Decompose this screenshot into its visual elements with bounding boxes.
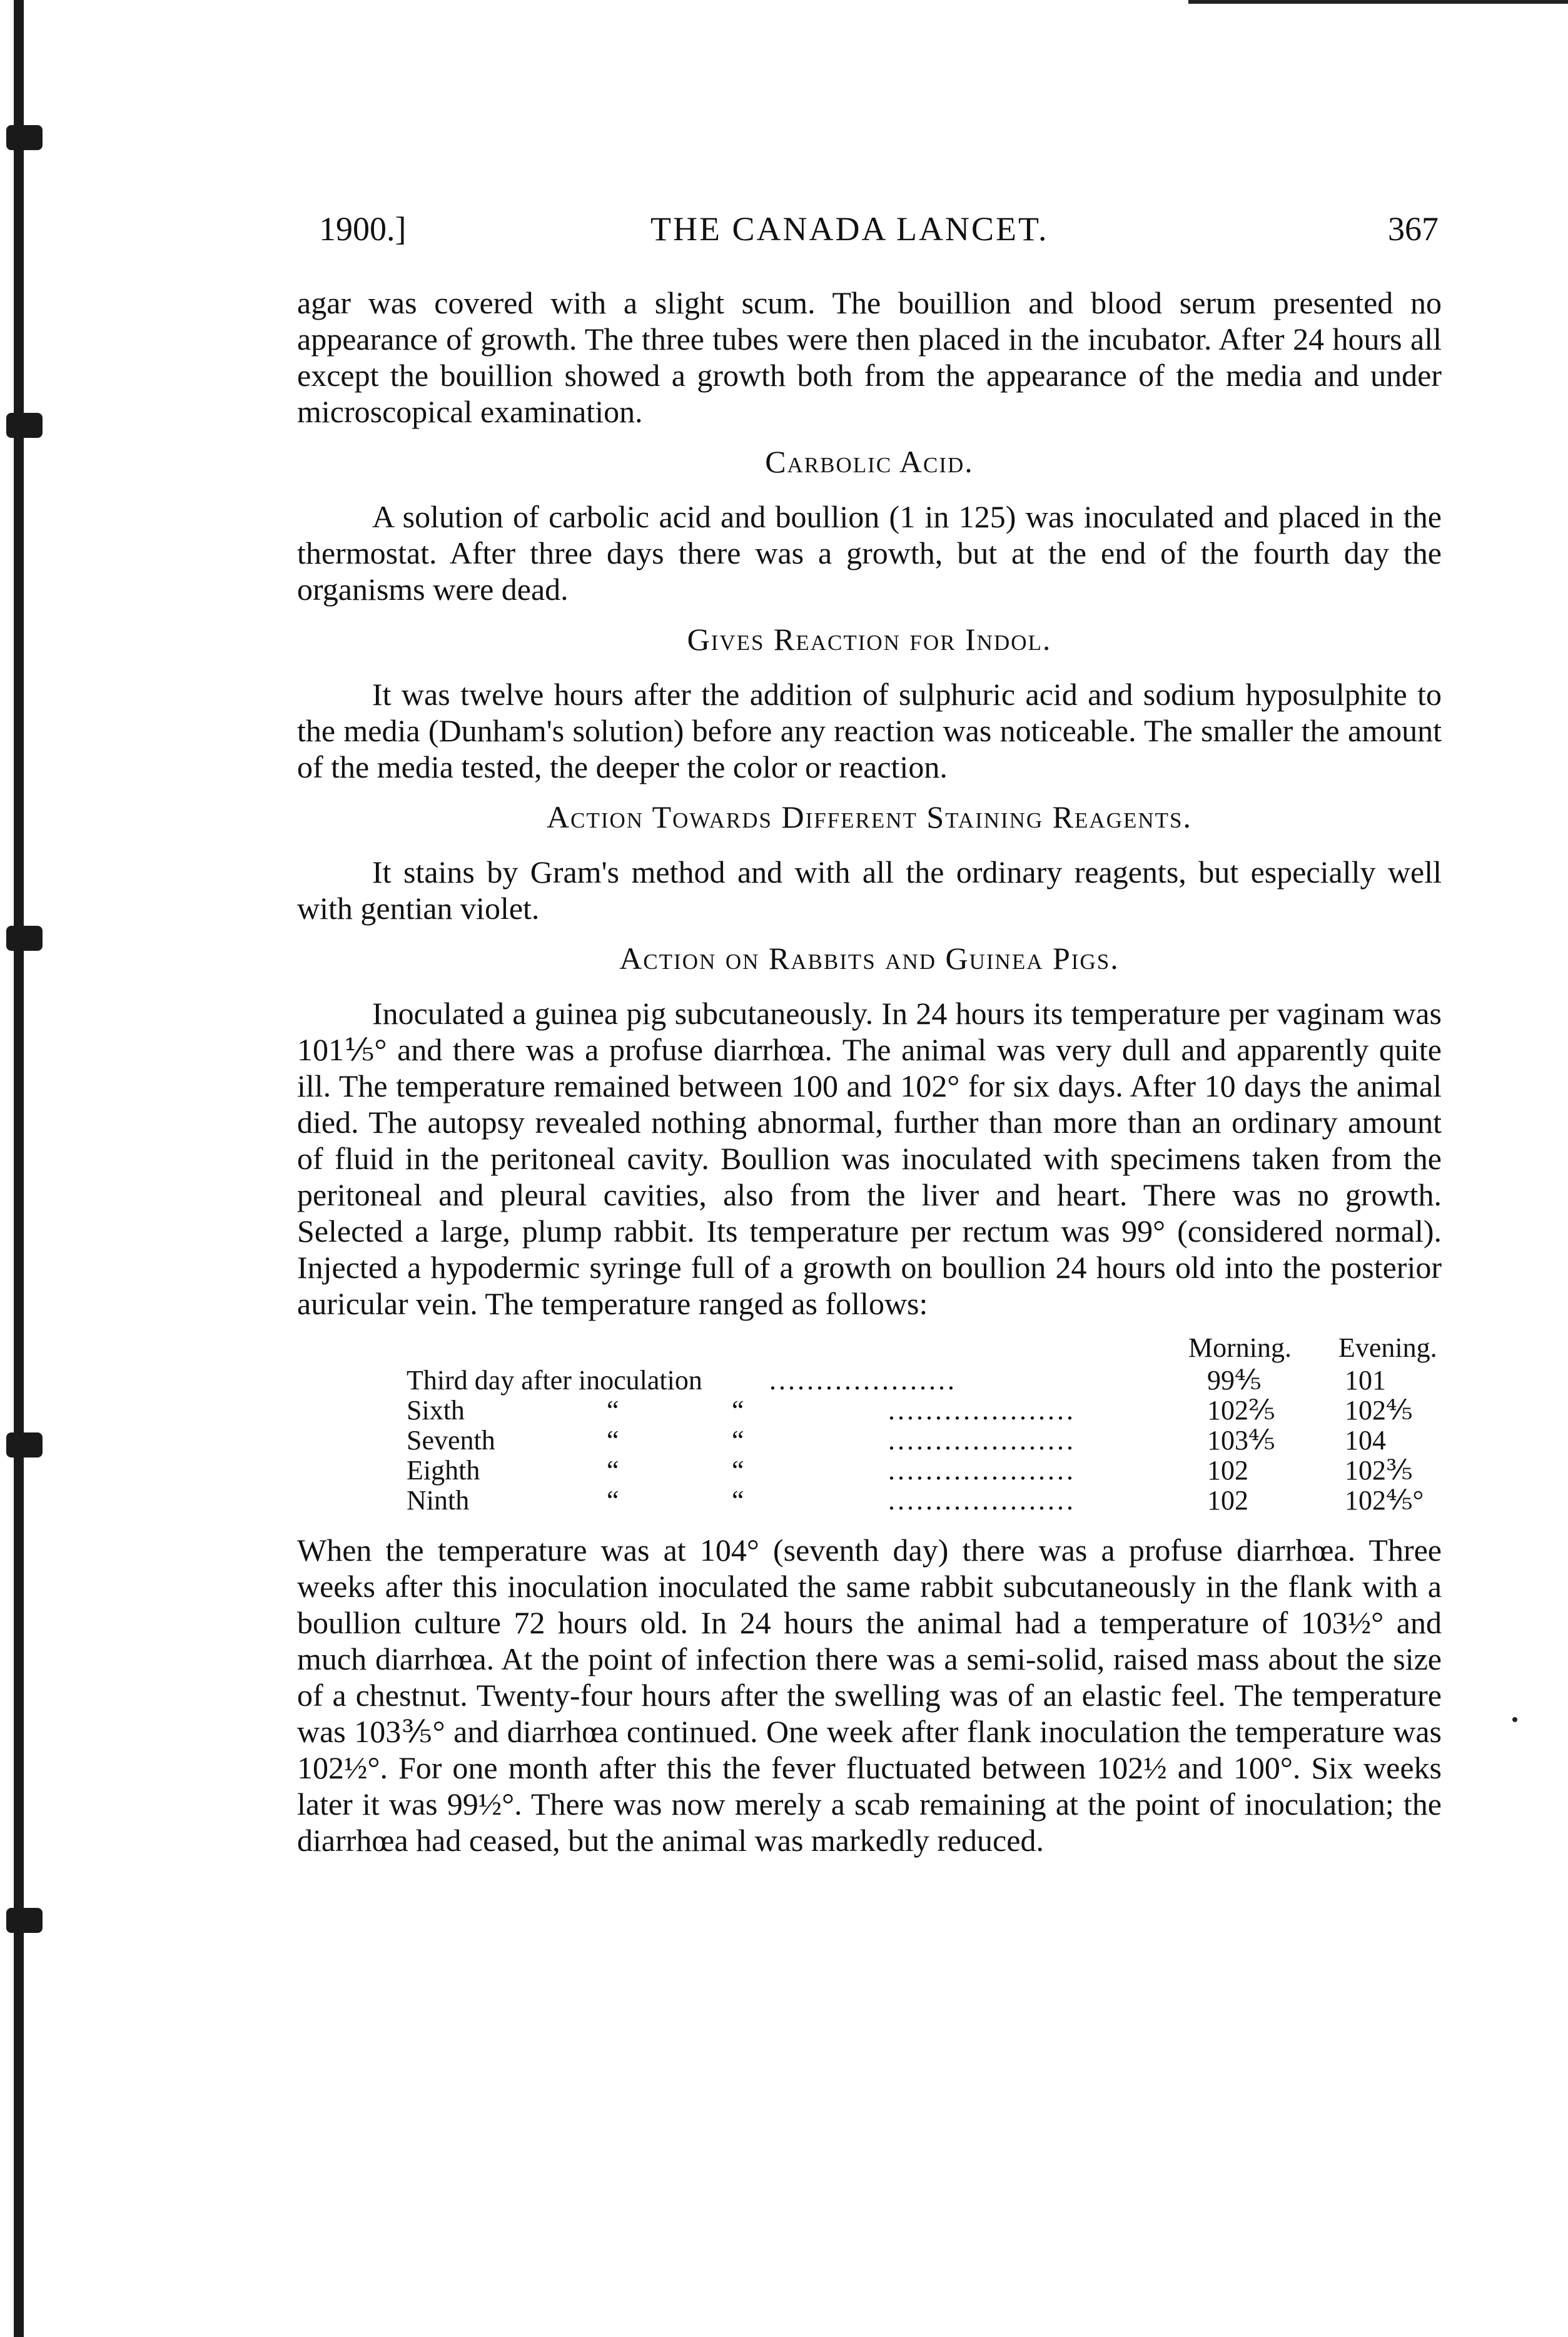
binding-clip xyxy=(6,1432,43,1457)
table-row xyxy=(407,1456,1470,1486)
row-label: Sixth xyxy=(407,1395,465,1426)
closing-paragraph: When the temperature was at 104° (seventh day) there was a profuse diarrhœa. Three weeks after this inoculation inoculated the same rabbit subcutaneously in the flank with a boullion culture 72 hours old. In 24 hours the animal had a temperature of 103½° and much diarrhœa. At the point of infection there was a semi-solid, raised mass about the size of a chestnut. Twenty-four hours after the swelling was of an elastic feel. The temperature was 103⅗° and diarrhœa continued. One week after flank inoculation the temperature was 102½°. For one month after this the fever fluctuated between 102½ and 100°. Six weeks later it was 99½°. There was now merely a scab remaining at the point of inoculation; the diarrhœa had ceased, but the animal was markedly reduced. xyxy=(297,1533,1442,1858)
section-heading-staining: Action Towards Different Staining Reagents. xyxy=(546,799,1192,834)
ditto-mark: “ xyxy=(732,1395,744,1426)
table-row xyxy=(407,1396,1470,1426)
section-heading-carbolic-acid: Carbolic Acid. xyxy=(765,444,974,479)
column-evening: Evening. xyxy=(1338,1332,1437,1363)
row-label: Third day after inoculation xyxy=(407,1365,702,1396)
morning-value: 102⅖ xyxy=(1207,1395,1275,1426)
section-text-indol: It was twelve hours after the addition of sulphuric acid and sodium hyposulphite to the media (Dunham's solution) before any reaction was noticeable. The smaller the amount of the media tested, the deeper the color or reaction. xyxy=(297,677,1442,784)
ditto-mark: “ xyxy=(732,1485,744,1516)
table-header xyxy=(407,1333,1470,1366)
dot-leader: .................... xyxy=(888,1455,1076,1486)
page-number: 367 xyxy=(1388,210,1439,248)
ditto-mark: “ xyxy=(607,1485,619,1516)
binding-clip xyxy=(6,926,43,951)
journal-title: THE CANADA LANCET. xyxy=(650,210,1049,248)
section-heading-rabbits-guinea-pigs: Action on Rabbits and Guinea Pigs. xyxy=(619,941,1120,976)
evening-value: 102⅘° xyxy=(1345,1485,1424,1516)
section-text-staining: It stains by Gram's method and with all the ordinary reagents, but especially well with gentian violet. xyxy=(297,854,1442,926)
ink-speck xyxy=(1512,1717,1517,1722)
morning-value: 99⅘ xyxy=(1207,1365,1262,1396)
evening-value: 104 xyxy=(1345,1425,1386,1456)
page-binding-edge xyxy=(0,0,44,2337)
dot-leader: .................... xyxy=(888,1425,1076,1456)
morning-value: 103⅘ xyxy=(1207,1425,1275,1456)
header-year: 1900.] xyxy=(319,210,407,248)
ditto-mark: “ xyxy=(732,1425,744,1456)
morning-value: 102 xyxy=(1207,1455,1248,1486)
section-heading-indol: Gives Reaction for Indol. xyxy=(687,622,1052,657)
article-body xyxy=(297,285,1442,1858)
row-label: Seventh xyxy=(407,1425,495,1456)
section-text-rabbits-guinea-pigs: Inoculated a guinea pig subcutaneously. In 24 hours its temperature per vaginam was 101⅕° and there was a profuse diarrhœa. The animal was very dull and apparently quite ill. The temperature remained between 100 and 102° for six days. After 10 days the animal died. The autopsy revealed nothing abnormal, further than more than an ordinary amount of fluid in the peritoneal cavity. Boullion was inoculated with specimens taken from the peritoneal and pleural cavities, also from the liver and heart. There was no growth. Selected a large, plump rabbit. Its temperature per rectum was 99° (considered normal). Injected a hypodermic syringe full of a growth on boullion 24 hours old into the posterior auricular vein. The temperature ranged as follows: xyxy=(297,996,1442,1321)
ditto-mark: “ xyxy=(607,1425,619,1456)
evening-value: 102⅗ xyxy=(1345,1455,1413,1486)
row-label: Eighth xyxy=(407,1455,480,1486)
evening-value: 101 xyxy=(1345,1365,1386,1396)
column-morning: Morning. xyxy=(1188,1332,1292,1363)
dot-leader: .................... xyxy=(769,1365,957,1396)
morning-value: 102 xyxy=(1207,1485,1248,1516)
dot-leader: .................... xyxy=(888,1395,1076,1426)
ditto-mark: “ xyxy=(732,1455,744,1486)
binding-clip xyxy=(6,413,43,438)
running-header xyxy=(319,210,1439,260)
binding-clip xyxy=(6,125,43,150)
intro-paragraph: agar was covered with a slight scum. The bouillion and blood serum presented no appearance of growth. The three tubes were then placed in the incubator. After 24 hours all except the bouillion showed a growth both from the appearance of the media and under microscopical examination. xyxy=(297,285,1442,429)
dot-leader: .................... xyxy=(888,1485,1076,1516)
table-row xyxy=(407,1486,1470,1516)
row-label: Ninth xyxy=(407,1485,470,1516)
ditto-mark: “ xyxy=(607,1395,619,1426)
top-edge-rule xyxy=(1188,0,1568,4)
binding-rule xyxy=(14,0,24,2337)
table-row xyxy=(407,1426,1470,1456)
temperature-table xyxy=(407,1333,1470,1516)
binding-clip xyxy=(6,1908,43,1933)
table-row xyxy=(407,1366,1470,1396)
ditto-mark: “ xyxy=(607,1455,619,1486)
evening-value: 102⅘ xyxy=(1345,1395,1413,1426)
section-text-carbolic-acid: A solution of carbolic acid and boullion (1 in 125) was inoculated and placed in the thermostat. After three days there was a growth, but at the end of the fourth day the organisms were dead. xyxy=(297,499,1442,607)
